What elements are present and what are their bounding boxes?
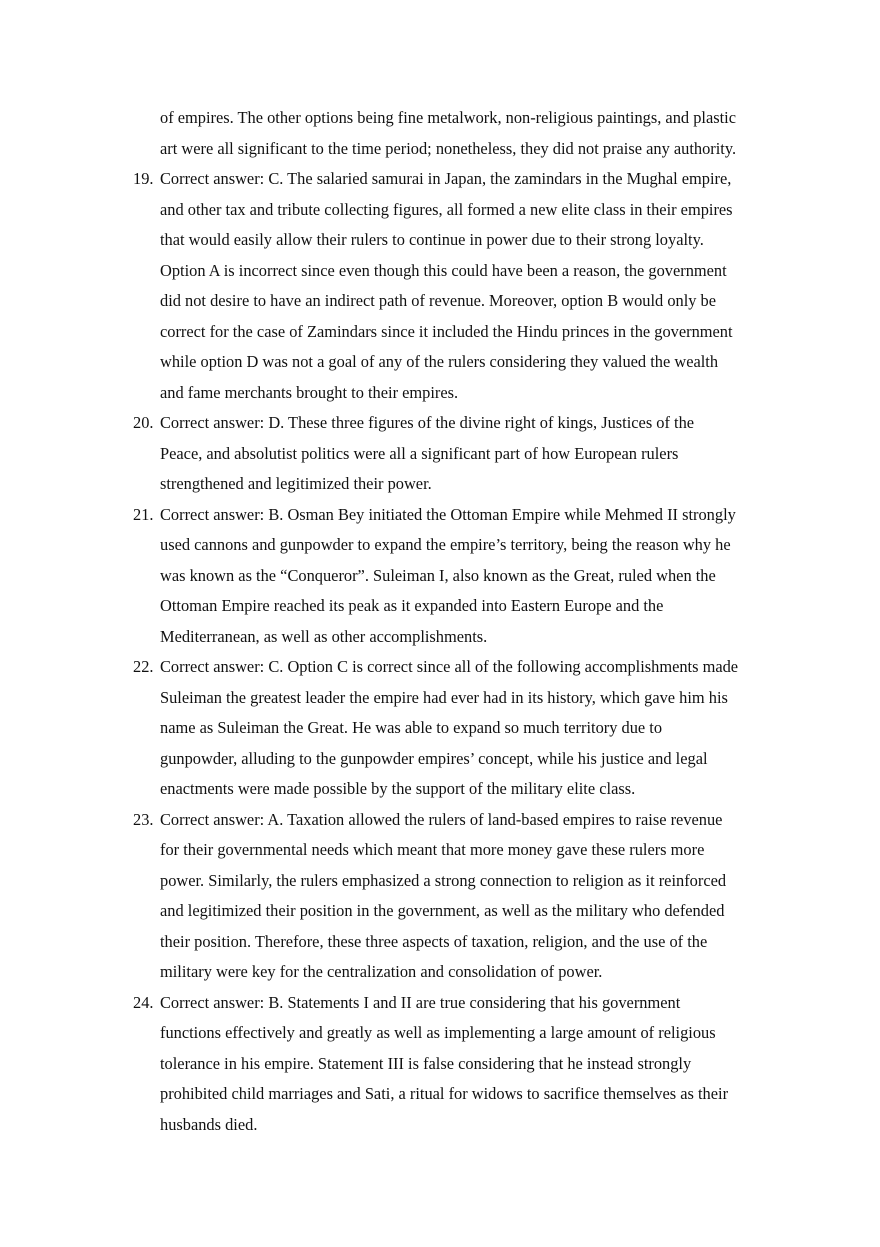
line-text: Correct answer: C. The salaried samurai in Japan, the zamindars in the Mughal empire, — [160, 169, 732, 188]
continuation-line: art were all significant to the time period; nonetheless, they did not praise any authority. — [160, 138, 737, 158]
answer-line — [0, 164, 880, 195]
answer-line — [0, 713, 880, 744]
line-text: Mediterranean, as well as other accomplishments. — [160, 626, 488, 646]
answer-line — [0, 835, 880, 866]
line-text: military were key for the centralization and consolidation of power. — [160, 962, 603, 981]
answer-line — [0, 530, 880, 561]
answer-line — [0, 652, 880, 683]
item-number: 21. — [133, 504, 154, 524]
line-text: gunpowder, alluding to the gunpowder empires’ concept, while his justice and legal — [160, 748, 708, 768]
answer-item — [0, 500, 880, 653]
line-text: Option A is incorrect since even though this could have been a reason, the government — [160, 260, 727, 280]
answer-item — [0, 164, 880, 408]
line-text: used cannons and gunpowder to expand the empire’s territory, being the reason why he — [160, 535, 731, 554]
line-text: their position. Therefore, these three aspects of taxation, religion, and the use of the — [160, 931, 708, 951]
line-text: was known as the “Conqueror”. Suleiman I, also known as the Great, ruled when the — [160, 565, 716, 585]
line-text: power. Similarly, the rulers emphasized a strong connection to religion as it reinforced — [160, 870, 727, 890]
line-text: enactments were made possible by the support of the military elite class. — [160, 779, 636, 798]
line-text: Correct answer: D. These three figures of the divine right of kings, Justices of the — [160, 413, 695, 432]
answer-line — [0, 317, 880, 348]
answer-item — [0, 805, 880, 988]
answer-line — [0, 195, 880, 226]
answer-line — [0, 805, 880, 836]
line-text: for their governmental needs which meant that more money gave these rulers more — [160, 840, 705, 859]
answer-line — [0, 988, 880, 1019]
answer-line — [0, 561, 880, 592]
answer-line — [0, 347, 880, 378]
answer-line — [0, 439, 880, 470]
line-text: Correct answer: B. Osman Bey initiated the Ottoman Empire while Mehmed II strongly — [160, 504, 736, 524]
answer-line — [0, 408, 880, 439]
answer-line — [0, 591, 880, 622]
line-text: Ottoman Empire reached its peak as it expanded into Eastern Europe and the — [160, 596, 664, 615]
line-text: strengthened and legitimized their power. — [160, 474, 432, 493]
answer-line — [0, 896, 880, 927]
answer-item — [0, 652, 880, 805]
item-number: 23. — [133, 809, 154, 829]
answer-line — [0, 774, 880, 805]
line-text: Correct answer: A. Taxation allowed the rulers of land-based empires to raise revenue — [160, 809, 723, 829]
answer-line — [0, 500, 880, 531]
answer-line — [0, 957, 880, 988]
line-text: and legitimized their position in the government, as well as the military who defended — [160, 901, 725, 920]
line-text: and fame merchants brought to their empires. — [160, 382, 459, 402]
document-page — [0, 103, 880, 1140]
line-text: husbands died. — [160, 1114, 258, 1134]
answer-line — [0, 469, 880, 500]
answer-line — [0, 225, 880, 256]
answer-line — [0, 378, 880, 409]
item-number: 24. — [133, 992, 154, 1012]
answer-line — [0, 866, 880, 897]
line-text: tolerance in his empire. Statement III is false considering that he instead strongly — [160, 1053, 692, 1073]
line-text: Correct answer: B. Statements I and II are true considering that his government — [160, 992, 681, 1012]
answer-item — [0, 408, 880, 500]
line-text: Correct answer: C. Option C is correct since all of the following accomplishments made — [160, 657, 739, 676]
continuation-line: of empires. The other options being fine metalwork, non-religious paintings, and plastic — [160, 108, 736, 127]
item-number: 22. — [133, 657, 154, 676]
answer-line — [0, 1079, 880, 1110]
answer-item — [0, 988, 880, 1141]
answer-line — [0, 683, 880, 714]
answer-line — [0, 744, 880, 775]
answer-line — [0, 1110, 880, 1141]
line-text: while option D was not a goal of any of the rulers considering they valued the wealth — [160, 352, 719, 371]
line-text: prohibited child marriages and Sati, a ritual for widows to sacrifice themselves as their — [160, 1084, 729, 1103]
line-text: functions effectively and greatly as well as implementing a large amount of religious — [160, 1023, 716, 1042]
item-number: 19. — [133, 169, 154, 188]
answer-line — [0, 256, 880, 287]
line-text: did not desire to have an indirect path of revenue. Moreover, option B would only be — [160, 291, 717, 310]
answer-line — [0, 622, 880, 653]
answer-line — [0, 927, 880, 958]
answer-line — [0, 1018, 880, 1049]
answer-line — [0, 1049, 880, 1080]
line-text: and other tax and tribute collecting figures, all formed a new elite class in their empires — [160, 199, 733, 219]
answer-line — [0, 286, 880, 317]
line-text: name as Suleiman the Great. He was able to expand so much territory due to — [160, 718, 663, 737]
line-text: correct for the case of Zamindars since it included the Hindu princes in the government — [160, 321, 733, 341]
line-text: Peace, and absolutist politics were all a significant part of how European rulers — [160, 443, 679, 463]
line-text: that would easily allow their rulers to continue in power due to their strong loyalty. — [160, 230, 704, 249]
line-text: Suleiman the greatest leader the empire had ever had in its history, which gave him his — [160, 687, 728, 707]
item-number: 20. — [133, 413, 154, 432]
